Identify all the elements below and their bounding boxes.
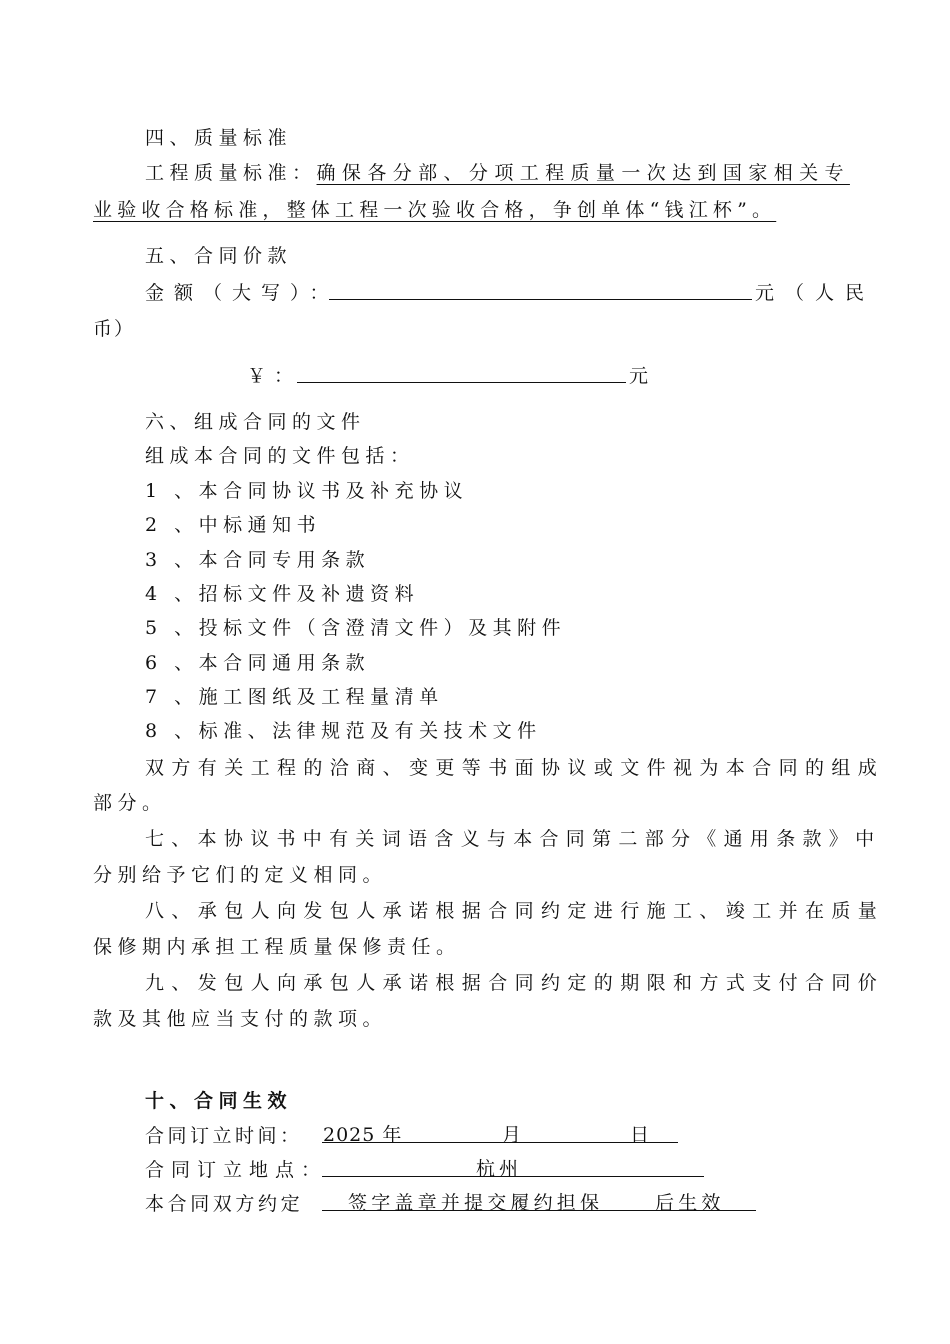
amount-unit-a: 元（人民 — [755, 282, 876, 304]
contract-time-year: 2025 年 — [323, 1124, 403, 1146]
amount-unit-b: 币） — [93, 318, 136, 340]
contract-place-value: 杭州 — [476, 1158, 523, 1180]
contract-time-month: 月 — [502, 1124, 527, 1146]
sec8-line-a: 八、承包人向发包人承诺根据合同约定进行施工、竣工并在质量 — [145, 900, 885, 922]
sec8-line-b: 保修期内承担工程质量保修责任。 — [93, 936, 461, 958]
list-item: 8 、标准、法律规范及有关技术文件 — [145, 720, 542, 742]
contract-time-label: 合同订立时间： — [145, 1125, 303, 1147]
contract-place-label: 合同订立地点： — [145, 1159, 328, 1181]
contract-effect-value: 签字盖章并提交履约担保 — [348, 1192, 604, 1214]
sec7-line-b: 分别给予它们的定义相同。 — [93, 864, 388, 886]
yen-unit: 元 — [629, 365, 654, 387]
quality-standard-line-2 — [93, 198, 776, 222]
sec6-intro: 组成本合同的文件包括： — [145, 445, 415, 467]
amount-line — [145, 281, 339, 305]
list-item: 3 、本合同专用条款 — [145, 549, 371, 571]
list-item: 1 、本合同协议书及补充协议 — [145, 480, 469, 502]
quality-standard-text-a: 确保各分部、分项工程质量一次达到国家相关专 — [316, 162, 850, 184]
contract-time-day: 日 — [630, 1124, 655, 1146]
list-item: 6 、本合同通用条款 — [145, 652, 371, 674]
sec7-line-a: 七、本协议书中有关词语含义与本合同第二部分《通用条款》中 — [145, 828, 882, 850]
quality-standard-text-b: 业验收合格标准，整体工程一次验收合格，争创单体“钱江杯”。 — [93, 199, 777, 221]
amount-label: 金额（大写）： — [145, 282, 339, 304]
sec6-closing-a: 双方有关工程的洽商、变更等书面协议或文件视为本合同的组成 — [145, 757, 885, 779]
yen-label: ￥： — [247, 365, 302, 387]
sec9-line-b: 款及其他应当支付的款项。 — [93, 1008, 388, 1030]
yen-blank[interactable] — [297, 364, 626, 383]
sec4-heading: 四、质量标准 — [145, 127, 293, 149]
quality-standard-line-1 — [145, 161, 850, 185]
quality-standard-label: 工程质量标准： — [145, 162, 317, 184]
list-item: 5 、投标文件（含澄清文件）及其附件 — [145, 617, 567, 639]
list-item: 7 、施工图纸及工程量清单 — [145, 686, 444, 708]
sec6-heading: 六、组成合同的文件 — [145, 411, 366, 433]
sec10-heading: 十、合同生效 — [145, 1090, 293, 1112]
amount-blank[interactable] — [329, 281, 752, 300]
list-item: 4 、招标文件及补遗资料 — [145, 583, 420, 605]
sec9-line-a: 九、发包人向承包人承诺根据合同约定的期限和方式支付合同价 — [145, 972, 885, 994]
contract-effect-suffix: 后生效 — [655, 1192, 725, 1214]
contract-effect-label: 本合同双方约定 — [145, 1193, 304, 1215]
sec6-closing-b: 部分。 — [93, 792, 167, 814]
sec5-heading: 五、合同价款 — [145, 245, 293, 267]
list-item: 2 、中标通知书 — [145, 514, 322, 536]
